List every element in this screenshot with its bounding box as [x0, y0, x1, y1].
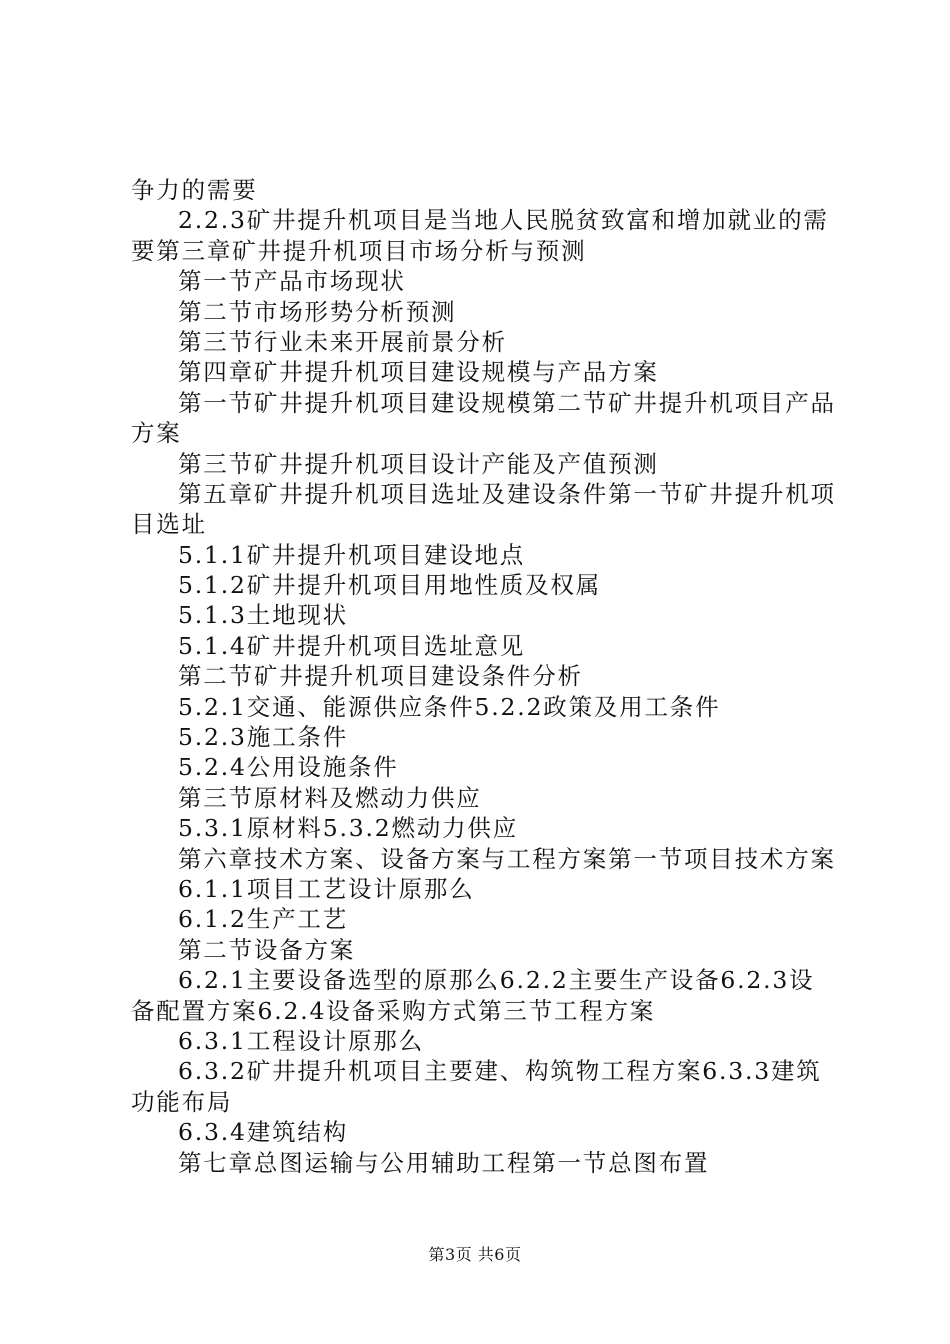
text-line: 第四章矿井提升机项目建设规模与产品方案	[178, 358, 659, 387]
text-line: 要第三章矿井提升机项目市场分析与预测	[131, 236, 587, 265]
page-footer: 第3页 共6页	[428, 1245, 522, 1264]
text-line: 5.2.1交通、能源供应条件5.2.2政策及用工条件	[178, 692, 721, 721]
text-line: 6.3.4建筑结构	[178, 1118, 348, 1147]
text-line: 第一节矿井提升机项目建设规模第二节矿井提升机项目产品	[178, 388, 836, 417]
text-line: 6.3.1工程设计原那么	[178, 1026, 424, 1055]
text-line: 6.1.1项目工艺设计原那么	[178, 874, 475, 903]
text-line: 备配置方案6.2.4设备采购方式第三节工程方案	[131, 996, 656, 1025]
text-line: 第一节产品市场现状	[178, 267, 406, 296]
text-line: 5.1.3土地现状	[178, 601, 348, 630]
text-line: 5.1.4矿井提升机项目选址意见	[178, 631, 526, 660]
text-line: 功能布局	[131, 1087, 233, 1116]
text-line: 5.2.4公用设施条件	[178, 753, 399, 782]
text-line: 第三节原材料及燃动力供应	[178, 783, 482, 812]
text-line: 目选址	[131, 510, 207, 539]
text-line: 第二节市场形势分析预测	[178, 297, 457, 326]
text-line: 第三节行业未来开展前景分析	[178, 327, 507, 356]
text-line: 第五章矿井提升机项目选址及建设条件第一节矿井提升机项	[178, 479, 836, 508]
text-line: 5.2.3施工条件	[178, 723, 348, 752]
text-line: 6.1.2生产工艺	[178, 905, 348, 934]
text-line: 争力的需要	[131, 176, 258, 204]
text-line: 第二节设备方案	[178, 935, 356, 964]
text-line: 5.1.2矿井提升机项目用地性质及权属	[178, 571, 601, 600]
text-line: 5.3.1原材料5.3.2燃动力供应	[178, 814, 518, 843]
text-line: 第七章总图运输与公用辅助工程第一节总图布置	[178, 1148, 710, 1177]
text-line: 第二节矿井提升机项目建设条件分析	[178, 662, 583, 691]
text-line: 2.2.3矿井提升机项目是当地人民脱贫致富和增加就业的需	[178, 206, 829, 235]
text-line: 6.3.2矿井提升机项目主要建、构筑物工程方案6.3.3建筑	[178, 1057, 822, 1086]
text-line: 第六章技术方案、设备方案与工程方案第一节项目技术方案	[178, 844, 836, 873]
text-line: 5.1.1矿井提升机项目建设地点	[178, 540, 526, 569]
document-body	[131, 175, 843, 1178]
text-line: 方案	[131, 419, 182, 448]
text-line: 第三节矿井提升机项目设计产能及产值预测	[178, 449, 659, 478]
text-line: 6.2.1主要设备选型的原那么6.2.2主要生产设备6.2.3设	[178, 966, 815, 995]
